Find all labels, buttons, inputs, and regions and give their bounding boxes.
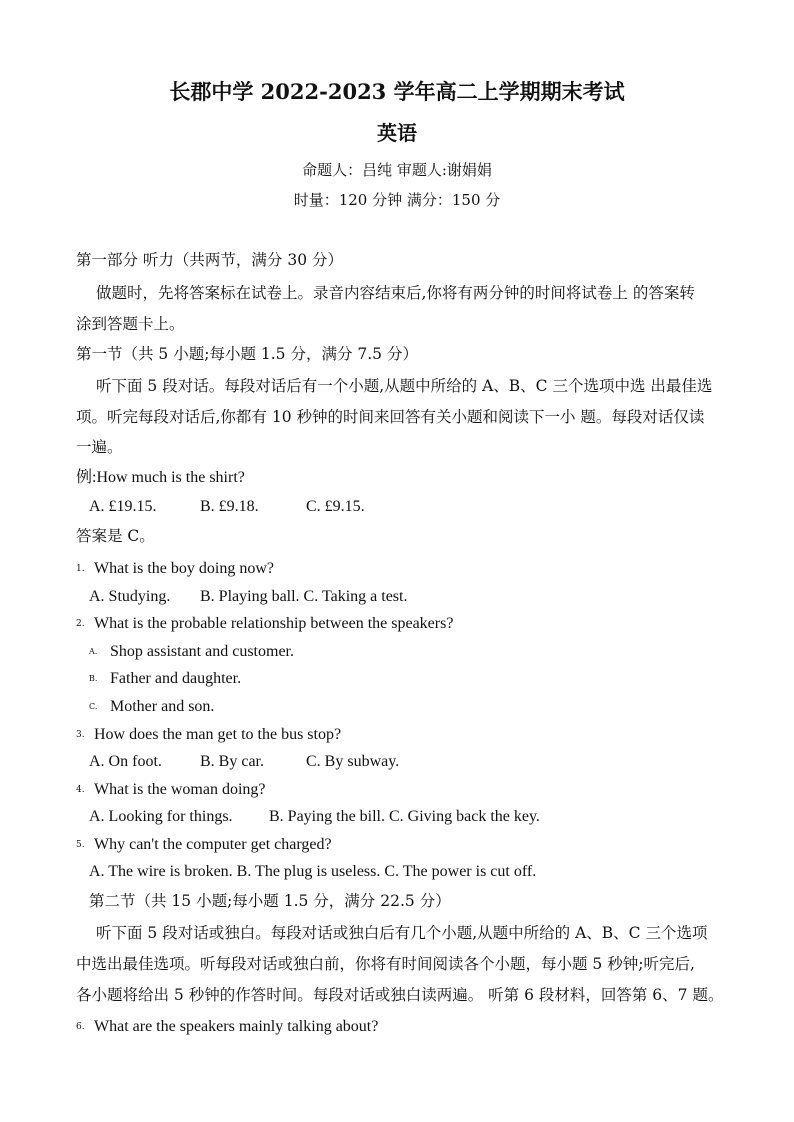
section2-instruction-line3: 各小题将给出 5 秒钟的作答时间。每段对话或独白读两遍。 听第 6 段材料，回答第 6、7 题。 bbox=[76, 986, 724, 1004]
example-question: 例:How much is the shirt? bbox=[76, 469, 245, 486]
example-answer: 答案是 C。 bbox=[76, 527, 155, 545]
option-c: C. By subway. bbox=[306, 753, 400, 770]
subject-title: 英语 bbox=[377, 121, 417, 145]
option-label: B. bbox=[89, 674, 98, 683]
question-number: 6. bbox=[76, 1022, 85, 1032]
option-b: B. By car. bbox=[200, 753, 264, 770]
part1-instruction-line2: 涂到答题卡上。 bbox=[76, 315, 185, 333]
question-text: What is the boy doing now? bbox=[94, 560, 274, 577]
time-score-line: 时量：120 分钟 满分：150 分 bbox=[293, 191, 501, 209]
question-text: What is the woman doing? bbox=[94, 781, 266, 798]
section1-instruction-line1: 听下面 5 段对话。每段对话后有一个小题,从题中所给的 A、B、C 三个选项中选 出最佳选 bbox=[96, 377, 713, 395]
option-a: A. Looking for things. bbox=[89, 808, 233, 825]
question-number: 3. bbox=[76, 730, 85, 740]
part1-instruction-line1: 做题时，先将答案标在试卷上。录音内容结束后,你将有两分钟的时间将试卷上 的答案转 bbox=[96, 284, 695, 302]
question-text: What is the probable relationship between the speakers? bbox=[94, 615, 454, 632]
question-number: 2. bbox=[76, 619, 85, 629]
option-a: A. Studying. bbox=[89, 588, 171, 605]
section2-heading: 第二节（共 15 小题;每小题 1.5 分，满分 22.5 分） bbox=[89, 892, 451, 910]
options-b-c: B. Playing ball. C. Taking a test. bbox=[200, 588, 408, 605]
option-text: Shop assistant and customer. bbox=[110, 643, 294, 660]
section2-instruction-line1: 听下面 5 段对话或独白。每段对话或独白后有几个小题,从题中所给的 A、B、C 三个选项 bbox=[96, 924, 708, 942]
question-number: 5. bbox=[76, 840, 85, 850]
question-text: How does the man get to the bus stop? bbox=[94, 726, 342, 743]
exam-title: 长郡中学 2022-2023 学年高二上学期期末考试 bbox=[169, 79, 625, 104]
option-label: A. bbox=[89, 647, 98, 656]
section2-instruction-line2: 中选出最佳选项。听每段对话或独白前，你将有时间阅读各个小题，每小题 5 秒钟;听完后, bbox=[76, 955, 695, 973]
section1-heading: 第一节（共 5 小题;每小题 1.5 分，满分 7.5 分） bbox=[76, 345, 418, 363]
question-text: Why can't the computer get charged? bbox=[94, 836, 332, 853]
option-a: A. On foot. bbox=[89, 753, 162, 770]
example-option-a: A. £19.15. bbox=[89, 498, 157, 515]
options-b-c: B. Paying the bill. C. Giving back the key. bbox=[269, 808, 540, 825]
part1-heading: 第一部分 听力（共两节，满分 30 分） bbox=[76, 251, 344, 269]
section1-instruction-line2: 项。听完每段对话后,你都有 10 秒钟的时间来回答有关小题和阅读下一小 题。每段对话仅读 bbox=[76, 408, 705, 426]
example-option-c: C. £9.15. bbox=[306, 498, 365, 515]
options-a-b-c: A. The wire is broken. B. The plug is useless. C. The power is cut off. bbox=[89, 863, 537, 880]
option-text: Mother and son. bbox=[110, 698, 215, 715]
section1-instruction-line3: 一遍。 bbox=[76, 438, 123, 456]
question-number: 4. bbox=[76, 785, 85, 795]
option-label: C. bbox=[89, 702, 98, 711]
authors-line: 命题人：吕纯 审题人:谢娟娟 bbox=[302, 161, 492, 179]
question-text: What are the speakers mainly talking about? bbox=[94, 1018, 379, 1035]
question-number: 1. bbox=[76, 564, 85, 574]
option-text: Father and daughter. bbox=[110, 670, 242, 687]
example-option-b: B. £9.18. bbox=[200, 498, 259, 515]
